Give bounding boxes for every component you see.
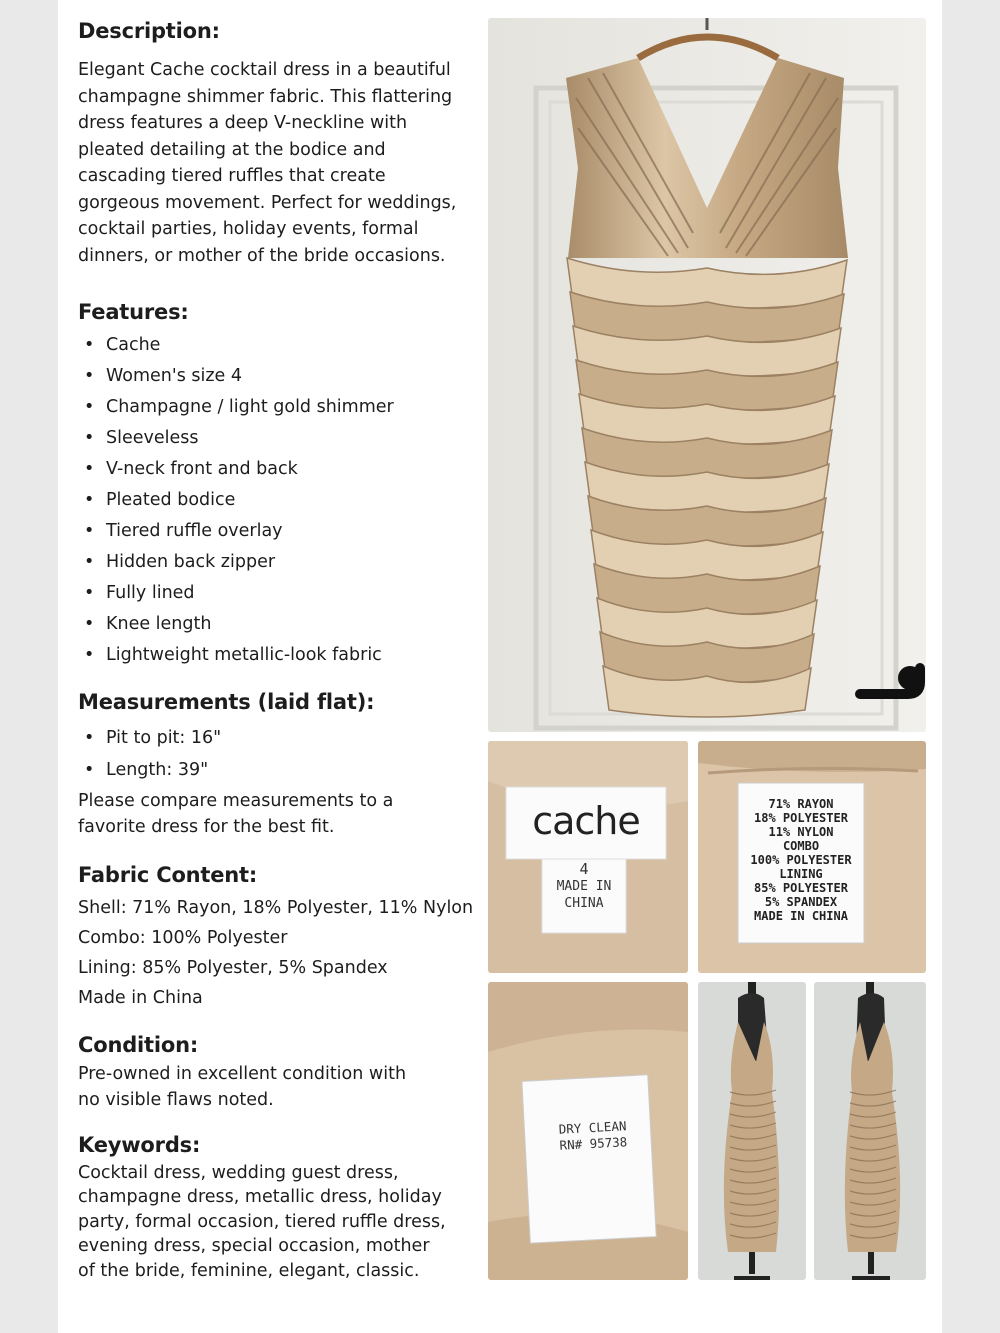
measurements-note-line: favorite dress for the best fit. (78, 817, 335, 837)
list-item: • Pit to pit: 16" (78, 722, 478, 754)
brand-label-logo: cache (532, 799, 640, 843)
description-line: cocktail parties, holiday events, formal (78, 219, 419, 239)
fabric-line: Lining: 85% Polyester, 5% Spandex (78, 958, 388, 978)
keywords-section (78, 1133, 478, 1283)
list-item: • Women's size 4 (78, 361, 478, 392)
list-item: • V-neck front and back (78, 454, 478, 485)
measurements-note-line: Please compare measurements to a (78, 791, 394, 811)
fabric-heading: Fabric Content: (78, 863, 258, 887)
content-label-line: COMBO (782, 839, 820, 853)
care-label-line: DRY CLEAN (558, 1118, 627, 1137)
content-label-line: 100% POLYESTER (750, 853, 852, 867)
condition-line: Pre-owned in excellent condition with (78, 1064, 407, 1084)
keyword-line: party, formal occasion, tiered ruffle dress, (78, 1211, 446, 1232)
content-label-line: 85% POLYESTER (754, 881, 848, 895)
care-label-line: RN# 95738 (559, 1134, 628, 1153)
keyword-line: of the bride, feminine, elegant, classic. (78, 1260, 420, 1281)
care-label-text (537, 1117, 649, 1155)
list-item: • Length: 39" (78, 754, 478, 786)
description-line: champagne shimmer fabric. This flattering (78, 86, 453, 107)
measurements-heading: Measurements (laid flat): (78, 690, 375, 714)
brand-label-origin-line: MADE IN (556, 879, 612, 894)
description-section (78, 19, 478, 269)
keyword-line: evening dress, special occasion, mother (78, 1236, 430, 1257)
condition-line: no visible flaws noted. (78, 1090, 274, 1110)
list-item: • Knee length (78, 609, 478, 640)
condition-heading: Condition: (78, 1033, 199, 1057)
brand-label-photo[interactable] (488, 741, 688, 973)
description-line: Elegant Cache cocktail dress in a beautiful (78, 60, 451, 80)
content-label-line: 18% POLYESTER (754, 811, 848, 825)
listing-card (58, 0, 942, 1333)
dress-front-photo[interactable] (488, 18, 926, 732)
list-item: • Hidden back zipper (78, 547, 478, 578)
brand-label-origin (542, 878, 626, 912)
description-line: gorgeous movement. Perfect for weddings, (78, 192, 457, 213)
list-item: • Pleated bodice (78, 485, 478, 516)
measurements-note (78, 788, 478, 840)
list-item: • Lightweight metallic-look fabric (78, 640, 478, 671)
description-line: dinners, or mother of the bride occasions. (78, 245, 446, 266)
keyword-line: champagne dress, metallic dress, holiday (78, 1187, 442, 1208)
condition-section (78, 1033, 478, 1113)
content-label-text (738, 797, 864, 923)
fabric-text (78, 893, 478, 1013)
list-item: • Champagne / light gold shimmer (78, 392, 478, 423)
mannequin-side-photo-2[interactable] (814, 982, 926, 1280)
content-label-line: LINING (779, 867, 823, 881)
brand-label-origin-line: CHINA (564, 896, 604, 911)
content-label-line: MADE IN CHINA (754, 909, 848, 923)
brand-label-text (542, 861, 626, 912)
fabric-section (78, 863, 478, 1013)
features-heading: Features: (78, 300, 189, 324)
list-item: • Sleeveless (78, 423, 478, 454)
condition-text (78, 1061, 478, 1113)
content-label-photo[interactable] (698, 741, 926, 973)
measurements-section (78, 690, 478, 840)
description-heading: Description: (78, 19, 220, 43)
brand-label-size: 4 (579, 860, 589, 878)
features-section (78, 300, 478, 671)
measurements-list (78, 722, 478, 786)
keywords-text (78, 1161, 478, 1283)
keyword-line: Cocktail dress, wedding guest dress, (78, 1163, 399, 1183)
fabric-line: Made in China (78, 988, 203, 1008)
list-item: • Fully lined (78, 578, 478, 609)
list-item: • Cache (78, 330, 478, 361)
description-line: dress features a deep V-neckline with (78, 113, 408, 133)
list-item: • Tiered ruffle overlay (78, 516, 478, 547)
fabric-line: Shell: 71% Rayon, 18% Polyester, 11% Nylon (78, 898, 474, 918)
content-label-line: 5% SPANDEX (764, 895, 838, 909)
care-label-photo[interactable] (488, 982, 688, 1280)
content-label-line: 71% RAYON (768, 797, 834, 811)
description-line: cascading tiered ruffles that create (78, 166, 386, 186)
mannequin-side-photo-1[interactable] (698, 982, 806, 1280)
fabric-line: Combo: 100% Polyester (78, 928, 288, 948)
content-label-line: 11% NYLON (768, 825, 834, 839)
features-list (78, 330, 478, 671)
description-text (78, 57, 478, 269)
description-line: pleated detailing at the bodice and (78, 139, 386, 160)
keywords-heading: Keywords: (78, 1133, 201, 1157)
